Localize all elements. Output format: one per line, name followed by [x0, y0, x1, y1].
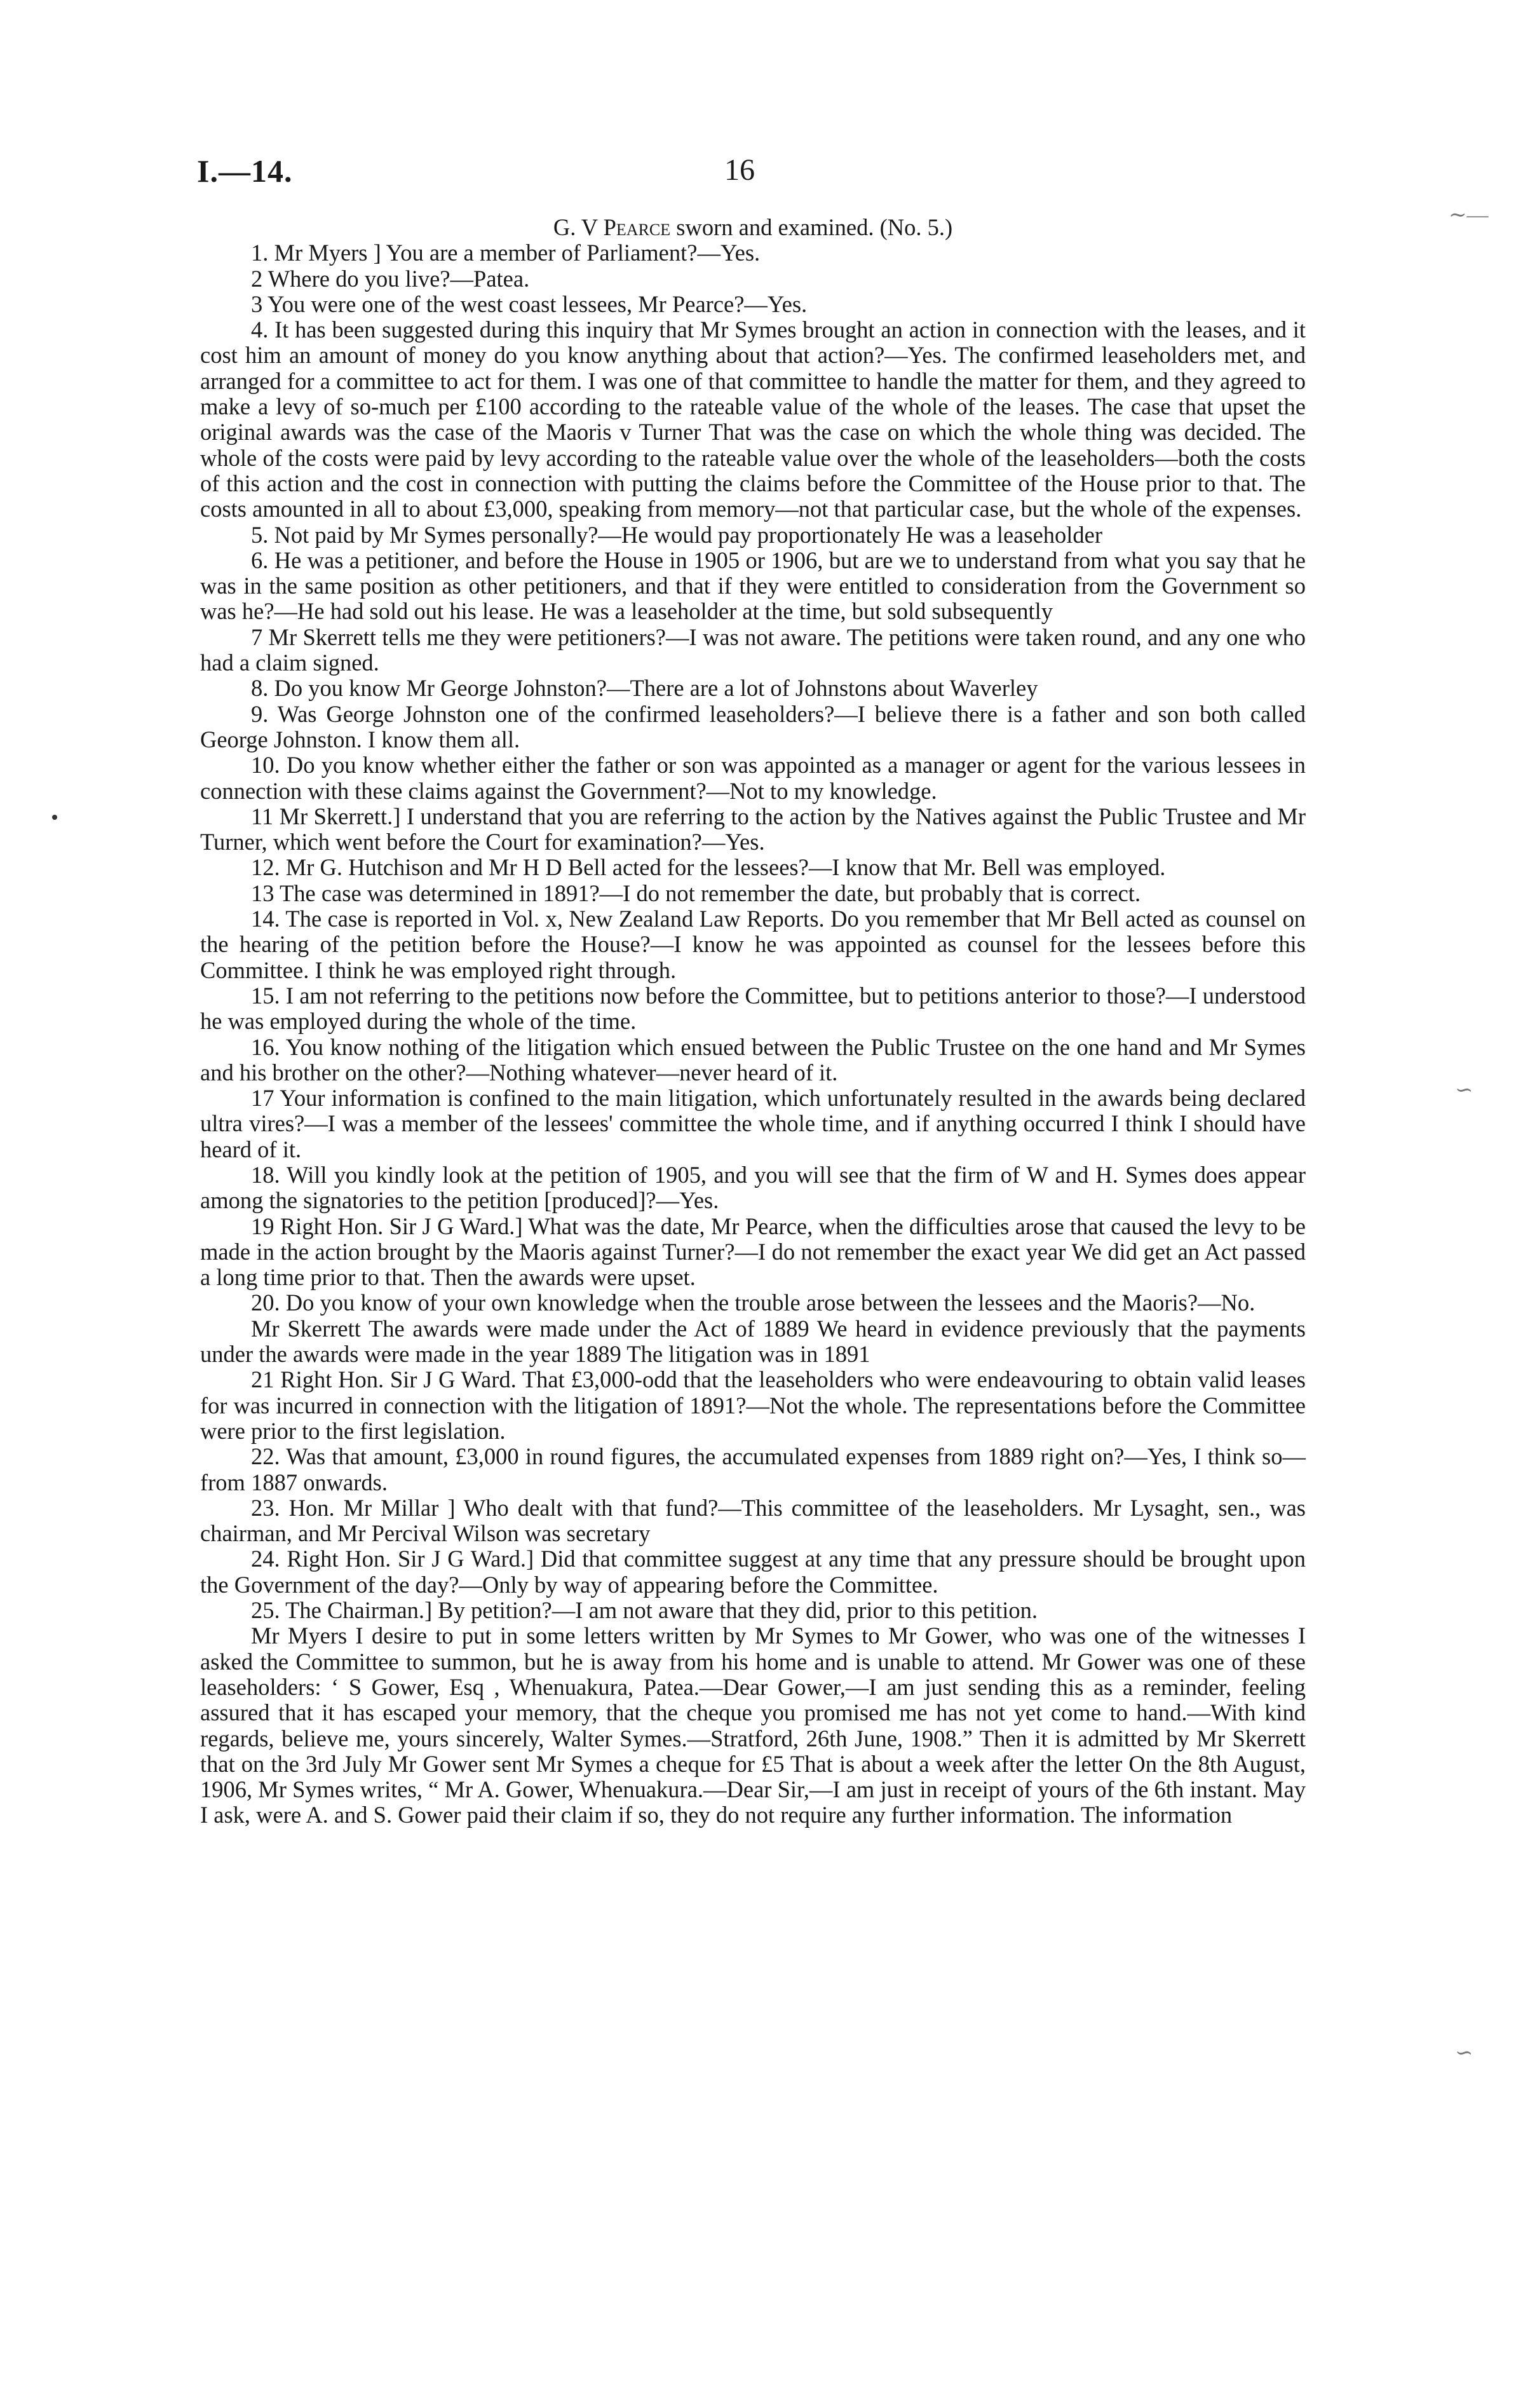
paragraph: 3 You were one of the west coast lessees, Mr Pearce?—Yes.: [251, 290, 808, 317]
page-number: 16: [724, 153, 755, 187]
paragraph: 21 Right Hon. Sir J G Ward. That £3,000-odd that the leaseholders who were endeavouring to obtain valid leases for was incurred in connection with the litigation of 1891?—Not the whole. The representations before the Committee were prior to the first legislation.: [200, 1366, 1306, 1444]
witness-name: G. V Pearce: [553, 214, 671, 240]
paragraph: 2 Where do you live?—Patea.: [251, 265, 530, 292]
witness-heading: [200, 215, 1306, 240]
paragraph: 22. Was that amount, £3,000 in round figures, the accumulated expenses from 1889 right on?—Yes, I think so—from 1887 onwards.: [200, 1443, 1306, 1495]
paragraph: 11 Mr Skerrett.] I understand that you are referring to the action by the Natives against the Public Trustee and Mr Turner, which went before the Court for examination?—Yes.: [200, 803, 1306, 855]
witness-heading-rest: sworn and examined. (No. 5.): [670, 214, 953, 240]
paragraph: 16. You know nothing of the litigation which ensued between the Public Trustee on the one hand and Mr Symes and his brother on the other?—Nothing whatever—never heard of it.: [200, 1033, 1306, 1085]
paragraph: 12. Mr G. Hutchison and Mr H D Bell acted for the lessees?—I know that Mr. Bell was employed.: [251, 854, 1166, 881]
paragraph: 14. The case is reported in Vol. x, New Zealand Law Reports. Do you remember that Mr Bell acted as counsel on the hearing of the petition before the House?—I know he was appointed as counsel for the lessees before this Committee. I think he was employed right through.: [200, 906, 1306, 983]
paragraph: 10. Do you know whether either the father or son was appointed as a manager or agent for the various lessees in connection with these claims against the Government?—Not to my knowledge.: [200, 752, 1306, 804]
paragraph: 5. Not paid by Mr Symes personally?—He would pay proportionately He was a leaseholder: [251, 521, 1103, 548]
paragraph: Mr Skerrett The awards were made under the Act of 1889 We heard in evidence previously that the payments under the awards were made in the year 1889 The litigation was in 1891: [200, 1315, 1306, 1368]
paragraph: 20. Do you know of your own knowledge when the trouble arose between the lessees and the Maoris?—No.: [251, 1289, 1255, 1316]
paragraph: 23. Hon. Mr Millar ] Who dealt with that fund?—This committee of the leaseholders. Mr Lysaght, sen., was chairman, and Mr Percival Wilson was secretary: [200, 1494, 1306, 1547]
paragraph: 13 The case was determined in 1891?—I do not remember the date, but probably that is correct.: [251, 880, 1141, 906]
body-text: [200, 215, 1306, 1828]
paragraph: 24. Right Hon. Sir J G Ward.] Did that committee suggest at any time that any pressure should be brought upon the Government of the day?—Only by way of appearing before the Committee.: [200, 1546, 1306, 1598]
paragraph: 6. He was a petitioner, and before the House in 1905 or 1906, but are we to understand from what you say that he was in the same position as other petitioners, and that if they were entitled to consideration from the Government so was he?—He had sold out his lease. He was a leaseholder at the time, but sold subsequently: [200, 547, 1306, 625]
paragraph: 18. Will you kindly look at the petition of 1905, and you will see that the firm of W and H. Symes does appear among the signatories to the petition [produced]?—Yes.: [200, 1161, 1306, 1214]
paragraph: Mr Myers I desire to put in some letters written by Mr Symes to Mr Gower, who was one of the witnesses I asked the Committee to summon, but he is away from his home and is unable to attend. Mr Gower was one of these leaseholders: ‘ S Gower, Esq , Whenuakura, Patea.—Dear Gower,—I am just sending this as a reminder, feeling assured that it has escaped your memory, that the cheque you promised me has not yet come to hand.—With kind regards, believe me, yours sincerely, Walter Symes.—Stratford, 26th June, 1908.” Then it is admitted by Mr Skerrett that on the 3rd July Mr Gower sent Mr Symes a cheque for £5 That is about a week after the letter On the 8th August, 1906, Mr Symes writes, “ Mr A. Gower, Whenuakura.—Dear Sir,—I am just in receipt of yours of the 6th instant. May I ask, were A. and S. Gower paid their claim if so, they do not require any further information. The information: [200, 1622, 1306, 1828]
margin-mark-icon: ∼—: [1449, 203, 1489, 227]
paragraph: 25. The Chairman.] By petition?—I am not aware that they did, prior to this petition.: [251, 1597, 1038, 1624]
margin-dot-icon: [52, 815, 57, 820]
margin-tick-icon: ∽: [1455, 1078, 1473, 1102]
paragraph: 9. Was George Johnston one of the confirmed leaseholders?—I believe there is a father and son both called George Johnston. I know them all.: [200, 700, 1306, 752]
paragraph: 4. It has been suggested during this inquiry that Mr Symes brought an action in connection with the leases, and it cost him an amount of money do you know anything about that action?—Yes. The confirmed leaseholders met, and arranged for a committee to act for them. I was one of that committee to handle the matter for them, and they agreed to make a levy of so-much per £100 according to the rateable value of the whole of the leases. The case that upset the original awards was the case of the Maoris v Turner That was the case on which the whole thing was decided. The whole of the costs were paid by levy according to the rateable value over the whole of the leaseholders—both the costs of this action and the cost in connection with putting the claims before the Committee of the House prior to that. The costs amounted in all to about £3,000, speaking from memory—not that particular case, but the whole of the expenses.: [200, 316, 1306, 522]
paragraph: 17 Your information is confined to the main litigation, which unfortunately resulted in the awards being declared ultra vires?—I was a member of the lessees' committee the whole time, and if anything occurred I think I should have heard of it.: [200, 1085, 1306, 1162]
margin-tick-icon: ∽: [1455, 2041, 1473, 2065]
paragraph: 8. Do you know Mr George Johnston?—There are a lot of Johnstons about Waverley: [251, 675, 1038, 702]
paragraph: 1. Mr Myers ] You are a member of Parliament?—Yes.: [251, 240, 761, 266]
paragraph: 19 Right Hon. Sir J G Ward.] What was the date, Mr Pearce, when the difficulties arose that caused the levy to be made in the action brought by the Maoris against Turner?—I do not remember the exact year We did get an Act passed a long time prior to that. Then the awards were upset.: [200, 1213, 1306, 1291]
paragraph: 7 Mr Skerrett tells me they were petitioners?—I was not aware. The petitions were taken round, and any one who had a claim signed.: [200, 623, 1306, 676]
document-reference: I.—14.: [197, 153, 293, 189]
paragraph: 15. I am not referring to the petitions now before the Committee, but to petitions anterior to those?—I understood he was employed during the whole of the time.: [200, 982, 1306, 1035]
